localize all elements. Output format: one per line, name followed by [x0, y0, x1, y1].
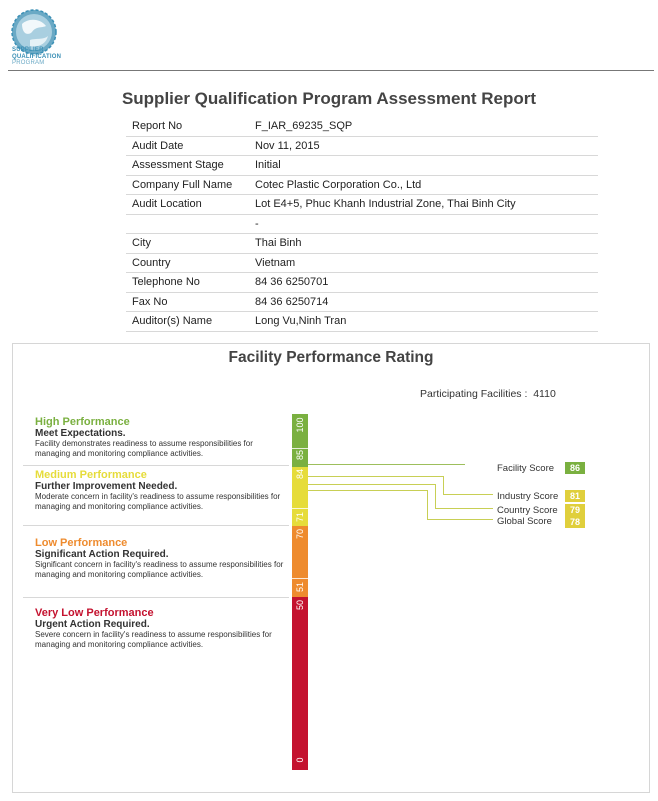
global-score-badge: 78 [565, 516, 585, 528]
info-value: F_IAR_69235_SQP [249, 117, 598, 136]
band-divider [23, 465, 289, 466]
info-value: Cotec Plastic Corporation Co., Ltd [249, 175, 598, 195]
global-score-leader [427, 519, 493, 520]
info-row [126, 136, 598, 156]
logo-line-3: PROGRAM [12, 60, 45, 66]
info-label: City [126, 234, 249, 254]
industry-score-badge: 81 [565, 490, 585, 502]
scale-label: 85 [295, 449, 305, 461]
info-label: Auditor(s) Name [126, 312, 249, 332]
band-category: Very Low Performance [35, 607, 154, 619]
report-info-table [126, 117, 598, 332]
rating-title: Facility Performance Rating [228, 349, 434, 366]
facility-rating-panel [12, 343, 650, 793]
info-row [126, 292, 598, 312]
industry-score-leader [443, 476, 444, 494]
participating-facilities [420, 388, 556, 400]
band-description: Moderate concern in facility's readiness to assume responsibilities for managing and monitoring compliance activities. [35, 492, 281, 511]
info-row [126, 253, 598, 273]
info-label: Audit Date [126, 136, 249, 156]
info-row [126, 195, 598, 215]
band-action: Significant Action Required. [35, 549, 169, 560]
info-label: Fax No [126, 292, 249, 312]
band-action: Urgent Action Required. [35, 619, 150, 630]
info-row [126, 156, 598, 176]
industry-score-leader [443, 494, 493, 495]
report-title: Supplier Qualification Program Assessment Report [121, 89, 537, 108]
logo-wordmark [12, 47, 61, 67]
facility-score-leader [308, 464, 465, 465]
global-score-leader [308, 490, 427, 491]
global-score-leader [427, 490, 428, 519]
info-label: Audit Location [126, 195, 249, 215]
scale-label: 84 [295, 468, 305, 480]
info-label: Telephone No [126, 273, 249, 293]
band-description: Significant concern in facility's readiness to assume responsibilities for managing and monitoring compliance activities. [35, 560, 284, 579]
logo-line-1: SUPPLIER [12, 47, 44, 53]
facility-score-label: Facility Score [497, 463, 555, 474]
scale-label: 0 [295, 757, 305, 763]
country-score-label: Country Score [497, 505, 558, 516]
info-label [126, 214, 249, 234]
band-action: Further Improvement Needed. [35, 481, 178, 492]
band-divider [23, 597, 289, 598]
facility-score-badge: 86 [565, 462, 585, 474]
industry-score-label: Industry Score [497, 491, 559, 502]
info-label: Company Full Name [126, 175, 249, 195]
info-label: Assessment Stage [126, 156, 249, 176]
industry-score-leader [308, 476, 443, 477]
header-divider [8, 70, 654, 71]
country-score-badge: 79 [565, 504, 585, 516]
scale-label: 51 [295, 581, 305, 593]
scale-label: 100 [295, 417, 305, 433]
participating-count: 4110 [533, 388, 556, 400]
band-very-low [35, 607, 289, 649]
info-value: Lot E4+5, Phuc Khanh Industrial Zone, Thai Binh City [249, 195, 598, 215]
info-label: Report No [126, 117, 249, 136]
band-low [35, 537, 289, 579]
info-row [126, 234, 598, 254]
info-value: - [249, 214, 598, 234]
info-value: Vietnam [249, 253, 598, 273]
band-medium [35, 469, 289, 511]
info-value: 84 36 6250714 [249, 292, 598, 312]
band-category: Medium Performance [35, 469, 147, 481]
band-category: High Performance [35, 416, 130, 428]
info-value: Nov 11, 2015 [249, 136, 598, 156]
country-score-leader [435, 508, 493, 509]
band-action: Meet Expectations. [35, 428, 126, 439]
band-category: Low Performance [35, 537, 128, 549]
band-description: Severe concern in facility's readiness to assume responsibilities for managing and monitoring compliance activities. [35, 630, 272, 649]
info-row [126, 214, 598, 234]
info-label: Country [126, 253, 249, 273]
info-row [126, 273, 598, 293]
scale-segment-very-low [292, 597, 308, 770]
band-description: Facility demonstrates readiness to assume responsibilities for managing and monitoring compliance activities. [35, 439, 253, 458]
info-value: Thai Binh [249, 234, 598, 254]
logo-line-2: QUALIFICATION [12, 53, 62, 60]
country-score-leader [308, 484, 435, 485]
country-score-leader [435, 484, 436, 508]
scale-label: 70 [295, 528, 305, 540]
participating-label: Participating Facilities : [420, 388, 528, 400]
scale-label: 71 [295, 511, 305, 523]
band-high [35, 416, 289, 458]
info-value: Long Vu,Ninh Tran [249, 312, 598, 332]
info-row [126, 312, 598, 332]
scale-label: 50 [295, 599, 305, 611]
band-divider [23, 525, 289, 526]
info-value: Initial [249, 156, 598, 176]
info-row [126, 175, 598, 195]
info-row [126, 117, 598, 136]
global-score-label: Global Score [497, 516, 552, 527]
info-value: 84 36 6250701 [249, 273, 598, 293]
